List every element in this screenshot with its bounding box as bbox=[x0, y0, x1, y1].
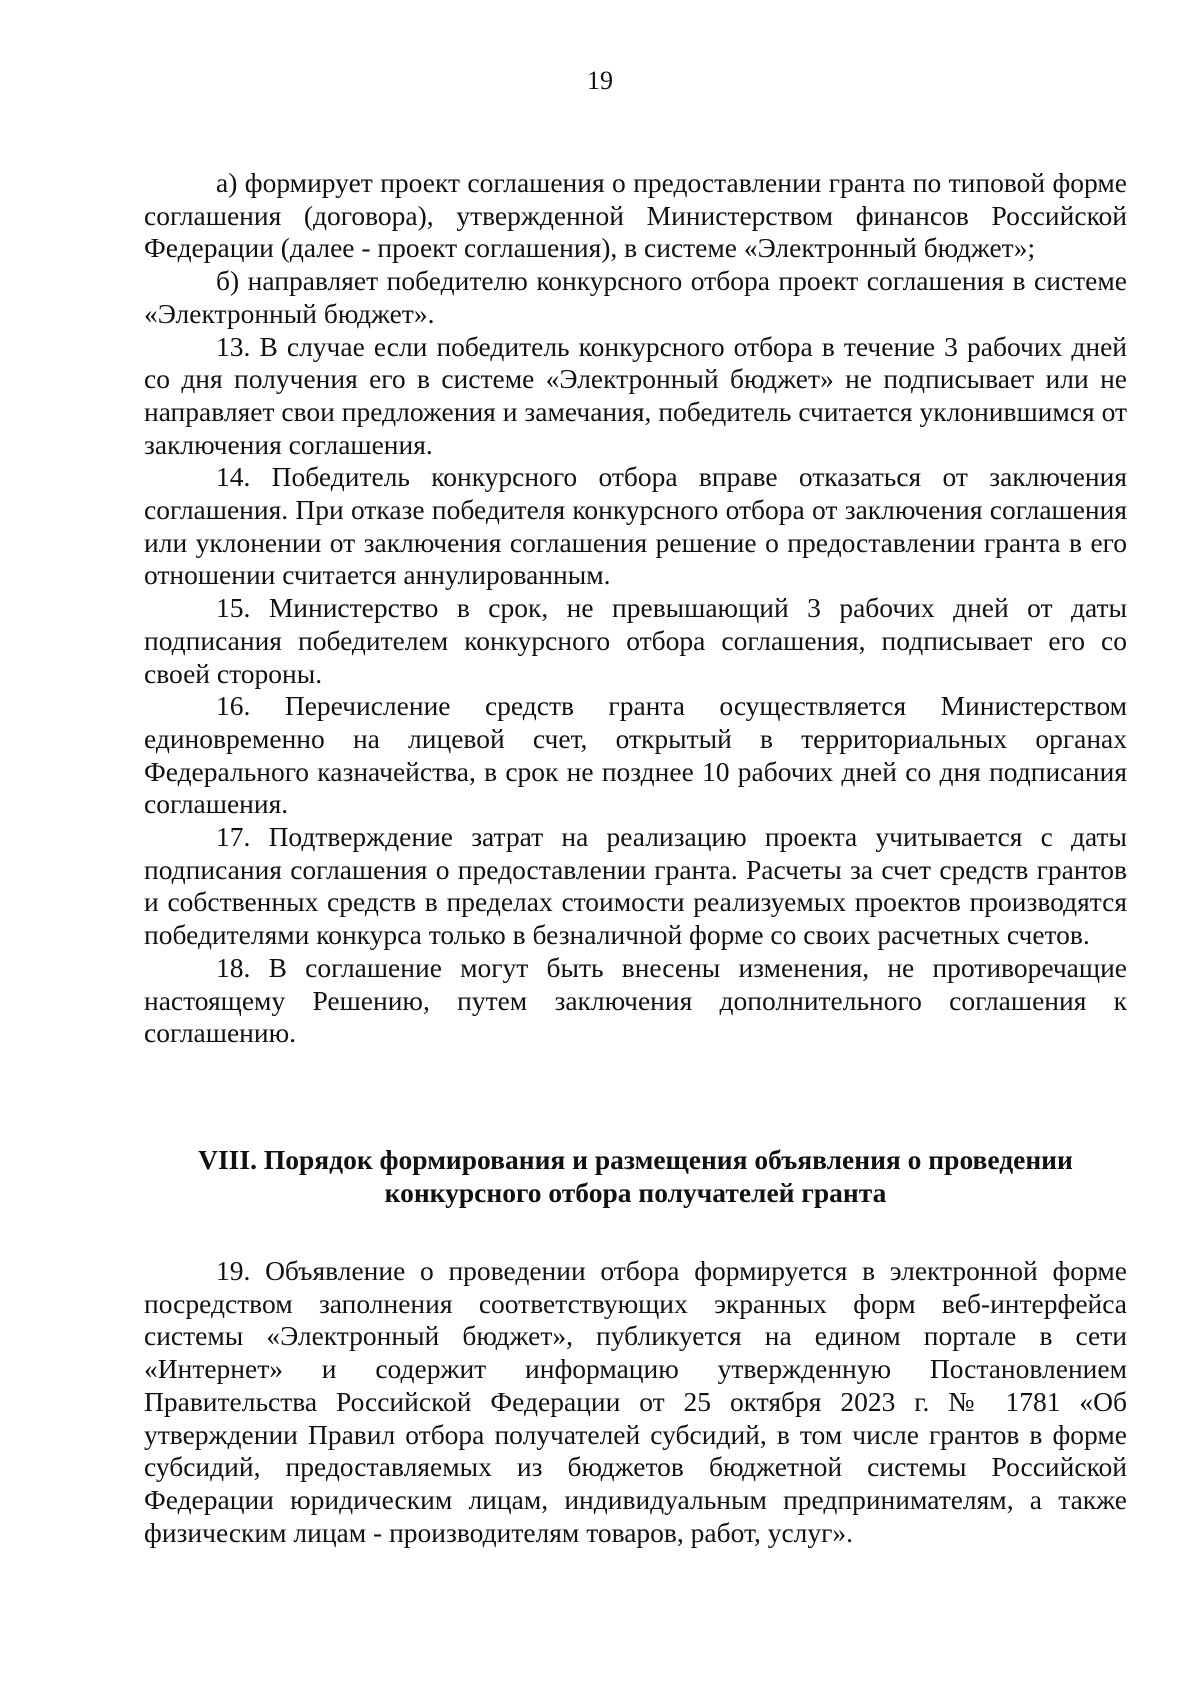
paragraph-a: а) формирует проект соглашения о предоставлении гранта по типовой форме соглашения (договора), утвержденной Министерством финансов Российской Федерации (далее - проект соглашения), в системе «Электронный бюджет»; bbox=[144, 167, 1127, 264]
document-body-upper bbox=[144, 167, 1127, 1050]
paragraph-b: б) направляет победителю конкурсного отбора проект соглашения в системе «Электронный бюджет». bbox=[144, 265, 1127, 329]
paragraph-15: 15. Министерство в срок, не превышающий 3 рабочих дней от даты подписания победителем конкурсного отбора соглашения, подписывает его со своей стороны. bbox=[144, 592, 1127, 689]
paragraph-18: 18. В соглашение могут быть внесены изменения, не противоречащие настоящему Решению, путем заключения дополнительного соглашения к соглашению. bbox=[144, 951, 1127, 1049]
section-heading-line-1: VIII. Порядок формирования и размещения объявления о проведении bbox=[198, 1144, 1073, 1175]
paragraph-19: 19. Объявление о проведении отбора формируется в электронной форме посредством заполнения соответствующих экранных форм веб-интерфейса системы «Электронный бюджет», публикуется на едином портале в сети «Интернет» и содержит информацию утвержденную Постановлением Правительства Российской Федерации от 25 октября 2023 г. № 1781 «Об утверждении Правил отбора получателей субсидий, в том числе грантов в форме субсидий, предоставляемых из бюджетов бюджетной системы Российской Федерации юридическим лицам, индивидуальным предпринимателям, а также физическим лицам - производителям товаров, работ, услуг». bbox=[144, 1255, 1127, 1548]
section-heading-line-2: конкурсного отбора получателей гранта bbox=[384, 1177, 887, 1208]
document-body-lower bbox=[144, 1255, 1127, 1549]
paragraph-13: 13. В случае если победитель конкурсного отбора в течение 3 рабочих дней со дня получения его в системе «Электронный бюджет» не подписывает или не направляет свои предложения и замечания, победитель считается уклонившимся от заключения соглашения. bbox=[144, 330, 1127, 460]
paragraph-14: 14. Победитель конкурсного отбора вправе отказаться от заключения соглашения. При отказе победителя конкурсного отбора от заключения соглашения или уклонении от заключения соглашения решение о предоставлении гранта в его отношении считается аннулированным. bbox=[144, 461, 1127, 591]
paragraph-17: 17. Подтверждение затрат на реализацию проекта учитывается с даты подписания соглашения о предоставлении гранта. Расчеты за счет средств грантов и собственных средств в пределах стоимости реализуемых проектов производятся победителями конкурса только в безналичной форме со своих расчетных счетов. bbox=[144, 821, 1127, 951]
page-number: 19 bbox=[587, 66, 613, 95]
paragraph-16: 16. Перечисление средств гранта осуществляется Министерством единовременно на лицевой счет, открытый в территориальных органах Федерального казначейства, в срок не позднее 10 рабочих дней со дня подписания соглашения. bbox=[144, 690, 1127, 820]
section-heading bbox=[144, 1143, 1127, 1209]
